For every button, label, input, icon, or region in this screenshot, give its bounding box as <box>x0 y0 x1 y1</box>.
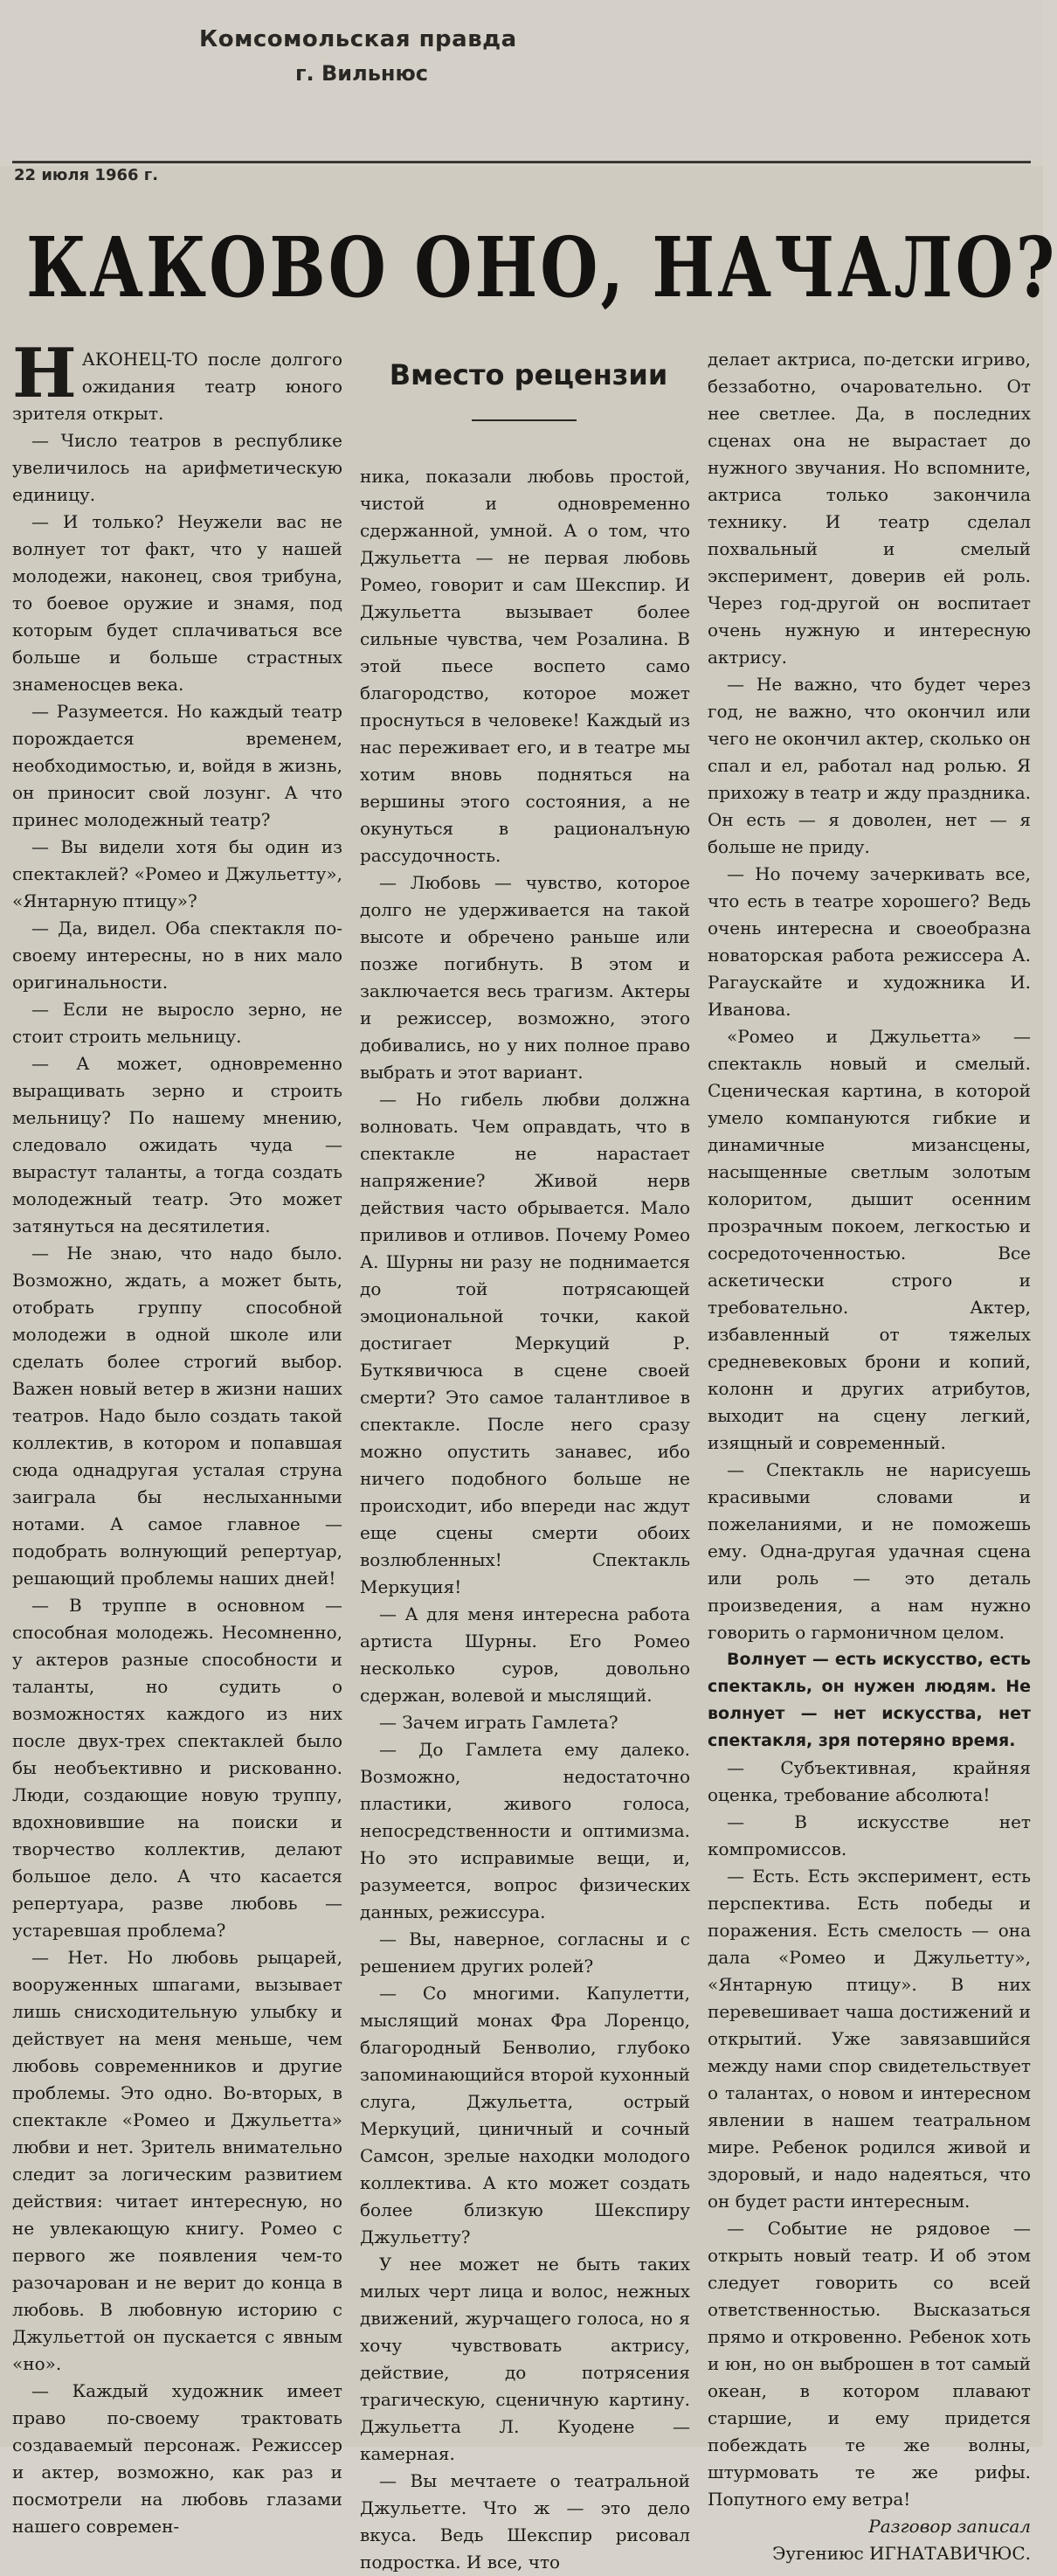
paragraph: — А может, одновременно выращивать зерно и строить мельницу? По нашему мнению, следовало ожидать чуда — вырастут таланты, а тогда создать молодежный театр. Это может затянуться на десятилетия. <box>12 1053 342 1236</box>
signature-name: Эугениюс ИГНАТАВИЧЮС. <box>772 2543 1031 2564</box>
paragraph: — Разумеется. Но каждый театр порождается временем, необходимостью, и, войдя в жизнь, он приносит свой лозунг. А что принес молодежный театр? <box>12 701 342 830</box>
paragraph: — Зачем играть Гамлета? <box>379 1712 618 1733</box>
paragraph: — Вы, наверное, согласны и с решением других ролей? <box>360 1929 690 1977</box>
paragraph: — Субъективная, крайняя оценка, требование абсолюта! <box>708 1757 1031 1805</box>
column-2 <box>360 463 690 2573</box>
paragraph: — Вы видели хотя бы один из спектаклей? «Ромео и Джульетту», «Янтарную птицу»? <box>12 836 342 911</box>
paragraph: — Со многими. Капулетти, мыслящий монах Фра Лоренцо, благородный Бенволио, глубоко запоминающийся второй кухонный слуга, Джульетта, острый Меркуций, циничный и сочный Самсон, зрелые находки молодого коллектива. А кто может создать более близкую Шекспиру Джульетту? <box>360 1983 690 2247</box>
paragraph: — А для меня интересна работа артиста Шурны. Его Ромео несколько суров, довольно сдержан, волевой и мыслящий. <box>360 1603 690 1706</box>
issue-date: 22 июля 1966 г. <box>14 166 159 184</box>
paper-name: Комсомольская правда <box>199 26 517 52</box>
article-subhead: Вместо рецензии <box>389 358 668 391</box>
column-3 <box>708 346 1031 2564</box>
paragraph: делает актриса, по-детски игриво, беззаботно, очаровательно. От нее светлее. Да, в последних сценах она не вырастает до нужного звучания. Но вспомните, актриса только закончила технику. И театр сделал похвальный и смелый эксперимент, доверив ей роль. Через год-другой он воспитает очень нужную и интересную актрису. <box>708 349 1031 668</box>
paragraph: — Да, видел. Оба спектакля по-своему интересны, но в них мало оригинальности. <box>12 918 342 993</box>
paragraph: — Каждый художник имеет право по-своему трактовать создаваемый персонаж. Режиссер и актер, возможно, как раз и посмотрели на любовь глазами нашего современ- <box>12 2380 342 2537</box>
paragraph: У нее может не быть таких милых черт лица и волос, нежных движений, журчащего голоса, но я хочу чувствовать актрису, действие, до потрясения трагическую, сценичную картину. Джульетта Л. Куодене — камерная. <box>360 2254 690 2464</box>
paper-city: г. Вильнюс <box>295 61 429 86</box>
article-headline: КАКОВО ОНО, НАЧАЛО? <box>26 218 1057 316</box>
paragraph: — Не важно, что будет через год, не важно, что окончил или чего не окончил актер, сколько он спал и ел, работал над ролью. Я прихожу в театр и жду праздника. Он есть — я доволен, нет — я больше не приду. <box>708 674 1031 857</box>
paragraph: — Не знаю, что надо было. Возможно, ждать, а может быть, отобрать группу способной молодежи в одной школе или сделать более строгий выбор. Важен новый ветер в жизни наших театров. Надо было создать такой коллектив, в котором и попавшая сюда однадругая усталая струна заиграла бы неслыханными нотами. А самое главное — подобрать волнующий репертуар, решающий проблемы наших дней! <box>12 1243 342 1589</box>
paragraph: — Но гибель любви должна волновать. Чем оправдать, что в спектакле не нарастает напряжение? Живой нерв действия часто обрывается. Мало приливов и отливов. Почему Ромео А. Шурны ни разу не поднимается до той потрясающей эмоциональной точки, какой достигает Меркуций Р. Буткявичюса в сцене своей смерти? Это самое талантливое в спектакле. После него сразу можно опустить занавес, ибо ничего подобного больше не происходит, ибо впереди нас ждут еще сцены смерти обоих возлюбленных! Спектакль Меркуция! <box>360 1089 690 1597</box>
column-1 <box>12 334 342 2537</box>
paragraph: ника, показали любовь простой, чистой и одновременно сдержанной, умной. А о том, что Джульетта — не первая любовь Ромео, говорит и сам Шекспир. И Джульетта вызывает более сильные чувства, чем Розалина. В этой пьесе воспето само благородство, которое может проснуться в человеке! Каждый из нас переживает его, и в театре мы хотим вновь подняться на вершины этого состояния, а не окунуться в рационалъную рассудочность. <box>360 466 690 866</box>
paragraph: — Число театров в республике увеличилось на арифметическую единицу. <box>12 430 342 505</box>
paragraph: — Спектакль не нарисуешь красивыми словами и пожеланиями, и не поможешь ему. Одна-другая удачная сцена или роль — это деталь произведения, а нам нужно говорить о гармоничном целом. <box>708 1459 1031 1643</box>
paragraph: — В искусстве нет компромиссов. <box>708 1811 1031 1859</box>
signature-line: Разговор записал <box>868 2516 1031 2537</box>
paragraph: — Но почему зачеркивать все, что есть в театре хорошего? Ведь очень интересна и своеобразна новаторская работа режиссера А. Рагаускайте и художника И. Иванова. <box>708 863 1031 1020</box>
subhead-rule <box>472 419 577 421</box>
top-rule <box>12 161 1031 163</box>
paragraph: — Есть. Есть эксперимент, есть перспектива. Есть победы и поражения. Есть смелость — она дала «Ромео и Джульетту», «Янтарную птицу». В них перевешивает чаша достижений и открытий. Уже завязавшийся между нами спор свидетельствует о талантах, о новом и интересном явлении в нашем театральном мире. Ребенок родился живой и здоровый, и надо надеяться, что он будет расти интересным. <box>708 1866 1031 2212</box>
paragraph: — В труппе в основном — способная молодежь. Несомненно, у актеров разные способности и таланты, но судить о возможностях каждого из них после двух-трех спектаклей было бы необъективно и рискованно. Люди, создающие новую труппу, вдохновившие на поиски и творчество коллектив, делают большое дело. А что касается репертуара, разве любовь — устаревшая проблема? <box>12 1595 342 1941</box>
paragraph: АКОНЕЦ-ТО после долгого ожидания театр юного зрителя открыт. <box>12 349 342 424</box>
emphasized-paragraph: Волнует — есть искусство, есть спектакль, он нужен людям. Не волнует — нет искусства, нет спектакля, зря потеряно время. <box>708 1650 1031 1750</box>
paragraph: — До Гамлета ему далеко. Возможно, недостаточно пластики, живого голоса, непосредственности и оптимизма. Но это исправимые вещи, и, разумеется, вопрос физических данных, режиссура. <box>360 1739 690 1922</box>
paragraph: — Нет. Но любовь рыцарей, вооруженных шпагами, вызывает лишь снисходительную улыбку и действует на меня меньше, чем любовь современников и другие проблемы. Это одно. Во-вторых, в спектакле «Ромео и Джульетта» любви и нет. Зритель внимательно следит за логическим развитием действия: читает интересную, но не увлекающую книгу. Ромео с первого же появления чем-то разочарован и не верит до конца в любовь. В любовную историю с Джульеттой он пускается с явным «но». <box>12 1947 342 2374</box>
paragraph: — И только? Неужели вас не волнует тот факт, что у нашей молодежи, наконец, своя трибуна, то боевое оружие и знамя, под которым будет сплачиваться все больше и больше страстных знаменосцев века. <box>12 511 342 695</box>
paragraph: — Если не выросло зерно, не стоит строить мельницу. <box>12 999 342 1047</box>
masthead-clipping <box>0 0 1043 166</box>
paragraph: — Любовь — чувство, которое долго не удерживается на такой высоте и обречено раньше или позже погибнуть. В этом и заключается весь трагизм. Актеры и режиссер, возможно, этого добивались, но у них полное право выбрать и этот вариант. <box>360 872 690 1083</box>
drop-cap: Н <box>12 334 77 413</box>
paragraph: — Вы мечтаете о театральной Джульетте. Что ж — это дело вкуса. Ведь Шекспир рисовал подростка. И все, что <box>360 2470 690 2573</box>
paragraph: «Ромео и Джульетта» — спектакль новый и смелый. Сценическая картина, в которой умело компануются гибкие и динамичные мизансцены, насыщенные светлым золотым колоритом, дышит осенним прозрачным покоем, легкостью и сосредоточенностью. Все аскетически строго и требовательно. Актер, избавленный от тяжелых средневековых брони и копий, колонн и других атрибутов, выходит на сцену легкий, изящный и современный. <box>708 1026 1031 1453</box>
paragraph: — Событие не рядовое — открыть новый театр. И об этом следует говорить со всей ответственностью. Высказаться прямо и откровенно. Ребенок хоть и юн, но он выброшен в тот самый океан, в котором плавают старшие, и ему придется побеждать те же волны, штурмовать те же рифы. Попутного ему ветра! <box>708 2218 1031 2510</box>
